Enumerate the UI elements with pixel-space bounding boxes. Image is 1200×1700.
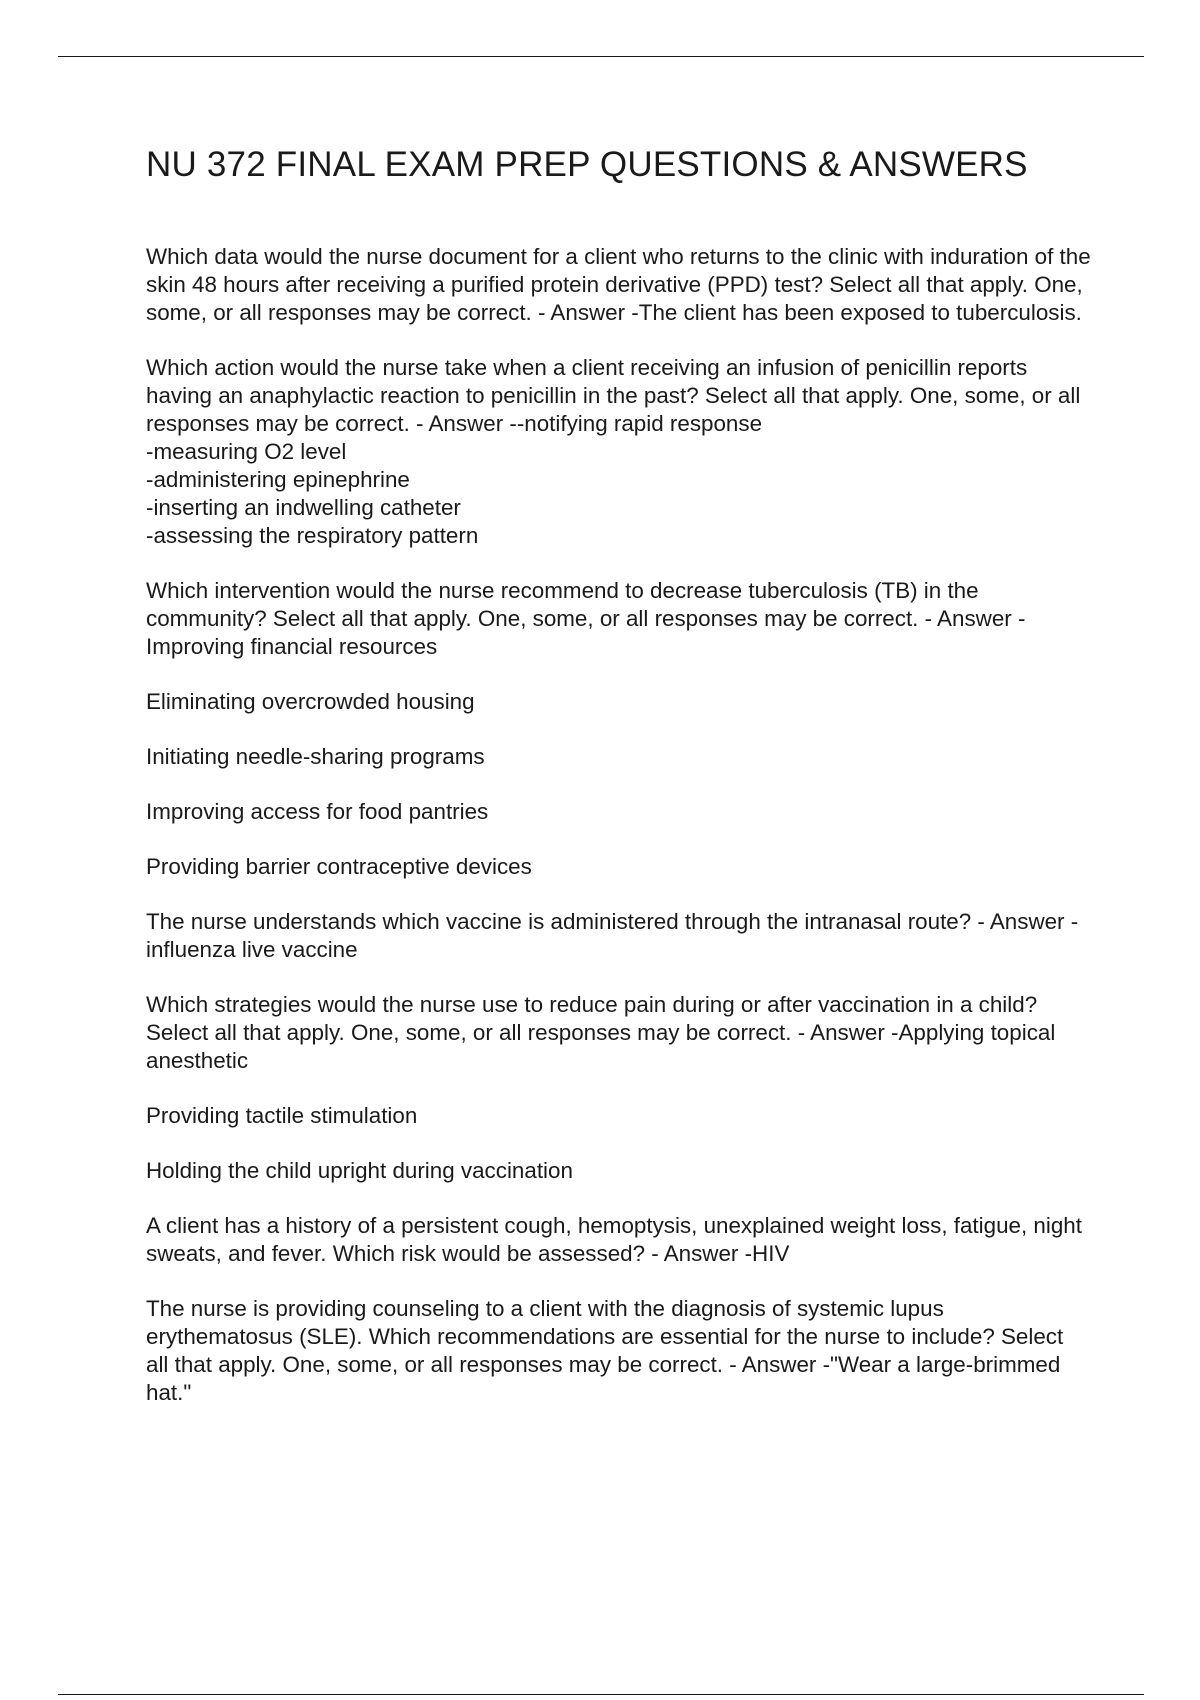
page-title: NU 372 FINAL EXAM PREP QUESTIONS & ANSWERS: [146, 145, 1028, 184]
qa-item: A client has a history of a persistent cough, hemoptysis, unexplained weight loss, fatigue, night sweats, and fever. Which risk would be assessed? - Answer -HIV: [146, 1213, 1082, 1266]
answer-option: Improving access for food pantries: [146, 799, 489, 824]
answer-option: Eliminating overcrowded housing: [146, 689, 475, 714]
header-rule: [58, 56, 1144, 57]
qa-item: The nurse is providing counseling to a client with the diagnosis of systemic lupus erythematosus (SLE). Which recommendations are essential for the nurse to include? Select all that apply. One, some, or all responses may be correct. - Answer -"Wear a large-brimmed hat.": [146, 1296, 1064, 1405]
answer-option: Providing tactile stimulation: [146, 1103, 418, 1128]
answer-option: Providing barrier contraceptive devices: [146, 854, 532, 879]
qa-item: Which data would the nurse document for a client who returns to the clinic with induration of the skin 48 hours after receiving a purified protein derivative (PPD) test? Select all that apply. One, some, or all responses may be correct. - Answer -The client has been exposed to tuberculosis.: [146, 244, 1091, 325]
qa-item: Which strategies would the nurse use to reduce pain during or after vaccination in a child? Select all that apply. One, some, or all responses may be correct. - Answer -Applying topical anesthetic: [146, 992, 1056, 1073]
answer-option: Holding the child upright during vaccination: [146, 1158, 573, 1183]
document-body: [146, 243, 1091, 1434]
footer-rule: [58, 1694, 1144, 1695]
qa-item: The nurse understands which vaccine is administered through the intranasal route? - Answer -influenza live vaccine: [146, 909, 1079, 962]
answer-option: Initiating needle-sharing programs: [146, 744, 485, 769]
qa-item: Which action would the nurse take when a client receiving an infusion of penicillin reports having an anaphylactic reaction to penicillin in the past? Select all that apply. One, some, or all responses may be correct. - Answer --notifying rapid response -measuring O2 level -administering epinephrine -inserting an indwelling catheter -assessing the respiratory pattern: [146, 355, 1081, 548]
qa-item: Which intervention would the nurse recommend to decrease tuberculosis (TB) in the community? Select all that apply. One, some, or all responses may be correct. - Answer -Improving financial resources: [146, 578, 1026, 659]
